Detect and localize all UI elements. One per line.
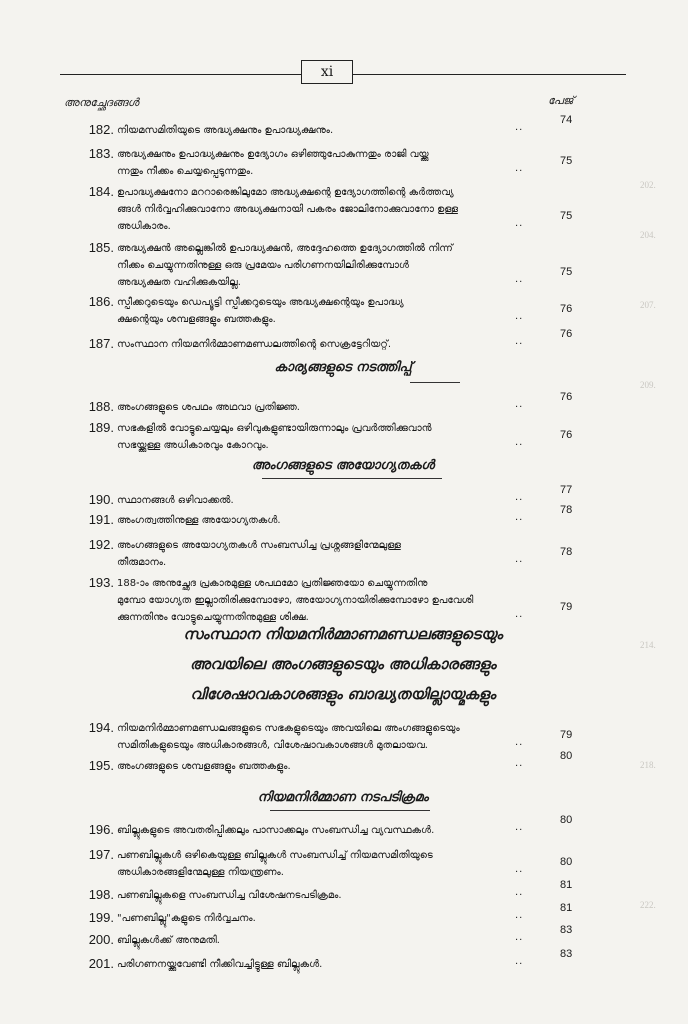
dot-leader: ..: [515, 822, 524, 833]
article-title-line: അധികാരം.: [117, 221, 171, 232]
page-reference: 83: [560, 924, 573, 936]
article-number: 187.: [88, 336, 114, 351]
page-reference: 80: [560, 814, 573, 826]
article-title: [117, 537, 527, 571]
article-number: 183.: [88, 146, 114, 161]
article-number: 186.: [88, 294, 114, 309]
show-through-text: 222.: [640, 900, 656, 910]
article-title-line: സഭകളിൽ വോട്ടുചെയ്യലും ഒഴിവുകളുണ്ടായിരുന്നാലും പ്രവർത്തിക്കുവാൻ: [117, 423, 432, 434]
article-title: [117, 720, 527, 754]
article-title-line: ബില്ലുകളുടെ അവതരിപ്പിക്കലും പാസാക്കലും സംബന്ധിച്ച വ്യവസ്ഥകൾ.: [117, 825, 435, 836]
article-number: 201.: [88, 956, 114, 971]
article-title: [117, 956, 527, 973]
article-title-line: സ്ഥാനങ്ങൾ ഒഴിവാക്കൽ.: [117, 495, 234, 506]
page-number: xi: [301, 60, 353, 84]
show-through-text: 204.: [640, 230, 656, 240]
article-title: [117, 847, 527, 881]
article-title: [117, 240, 527, 291]
article-title-line: അധികാരങ്ങളിന്മേലുള്ള നിയന്ത്രണം.: [117, 867, 284, 878]
article-title-line: ക്കുന്നതിനും വോട്ടുചെയ്യുന്നതിനുമുള്ള ശിക്ഷ.: [117, 612, 309, 623]
article-title-line: അംഗങ്ങളുടെ ശപഥം അഥവാ പ്രതിജ്ഞ.: [117, 402, 300, 413]
section-underline: [410, 382, 460, 383]
page-reference: 80: [560, 856, 573, 868]
section-underline: [262, 478, 442, 479]
section-heading-legislative-procedure: നിയമനിർമ്മാണ നടപടിക്രമം: [257, 790, 429, 805]
dot-leader: ..: [515, 554, 524, 565]
article-title-line: അദ്ധ്യക്ഷത വഹിക്കുകയില്ല.: [117, 277, 241, 288]
page-reference: 76: [560, 391, 573, 403]
article-title: [117, 146, 527, 180]
article-title-line: അംഗത്വത്തിനുള്ള അയോഗ്യതകൾ.: [117, 515, 281, 526]
page-reference: 81: [560, 879, 573, 891]
article-title-line: നിയമസമിതിയുടെ അദ്ധ്യക്ഷനും ഉപാദ്ധ്യക്ഷനും.: [117, 125, 334, 136]
dot-leader: ..: [515, 932, 524, 943]
article-title: [117, 822, 527, 839]
article-number: 189.: [88, 420, 114, 435]
show-through-text: 202.: [640, 180, 656, 190]
dot-leader: ..: [515, 910, 524, 921]
article-number: 195.: [88, 758, 114, 773]
page-reference: 81: [560, 902, 573, 914]
article-number: 185.: [88, 240, 114, 255]
article-number: 191.: [88, 512, 114, 527]
page-reference: 78: [560, 504, 573, 516]
section-heading-powers-line-3: വിശേഷാവകാശങ്ങളും ബാദ്ധ്യതയില്ലായ്മകളും: [190, 685, 496, 703]
article-title-line: ഉപാദ്ധ്യക്ഷനോ മററാരെങ്കിലുമോ അദ്ധ്യക്ഷന്റെ ഉദ്യോഗത്തിന്റെ കർത്തവ്യ: [117, 187, 454, 198]
dot-leader: ..: [515, 311, 524, 322]
page-column-heading: പേജ്: [548, 94, 574, 107]
article-title-line: അദ്ധ്യക്ഷൻ അല്ലെങ്കിൽ ഉപാദ്ധ്യക്ഷൻ, അദ്ദേഹത്തെ ഉദ്യോഗത്തിൽ നിന്ന്: [117, 243, 453, 254]
article-title-line: സംസ്ഥാന നിയമനിർമ്മാണമണ്ഡലത്തിന്റെ സെക്രട്ടേറിയറ്റ്.: [117, 339, 392, 350]
article-number: 182.: [88, 122, 114, 137]
article-title-line: തീരുമാനം.: [117, 557, 167, 568]
page-reference: 83: [560, 948, 573, 960]
article-title-line: അദ്ധ്യക്ഷനും ഉപാദ്ധ്യക്ഷനും ഉദ്യോഗം ഒഴിഞ്ഞുപോകുന്നതും രാജി വയ്ക്കു: [117, 149, 429, 160]
page-reference: 76: [560, 303, 573, 315]
article-number: 193.: [88, 575, 114, 590]
page-reference: 75: [560, 210, 573, 222]
dot-leader: ..: [515, 336, 524, 347]
dot-leader: ..: [515, 492, 524, 503]
article-title-line: പരിഗണനയ്ക്കുവേണ്ടി നീക്കിവച്ചിട്ടുള്ള ബില്ലുകൾ.: [117, 959, 323, 970]
article-title-line: "പണബില്ലു"കളുടെ നിർവ്വചനം.: [117, 913, 256, 924]
article-title-line: ബില്ലുകൾക്ക് അനുമതി.: [117, 935, 220, 946]
dot-leader: ..: [515, 512, 524, 523]
article-title-line: മുമ്പോ യോഗ്യത ഇല്ലാതിരിക്കുമ്പോഴോ, അയോഗ്യനായിരിക്കുമ്പോഴോ ഉപവേശി: [117, 595, 474, 606]
article-number: 184.: [88, 184, 114, 199]
article-number: 200.: [88, 932, 114, 947]
article-title: [117, 420, 527, 454]
article-title: [117, 184, 527, 235]
section-heading-powers-line-2: അവയിലെ അംഗങ്ങളുടെയും അധികാരങ്ങളും: [189, 655, 497, 673]
section-heading-disqualifications: അംഗങ്ങളുടെ അയോഗ്യതകൾ: [251, 458, 435, 473]
dot-leader: ..: [515, 887, 524, 898]
article-title-line: ക്ഷന്റെയും ശമ്പളങ്ങളും ബത്തകളും.: [117, 314, 276, 325]
section-heading-powers-line-1: സംസ്ഥാന നിയമനിർമ്മാണമണ്ഡലങ്ങളുടെയും: [183, 625, 503, 643]
dot-leader: ..: [515, 737, 524, 748]
show-through-text: 207.: [640, 300, 656, 310]
dot-leader: ..: [515, 437, 524, 448]
article-title-line: സഭയ്ക്കുള്ള അധികാരവും കോറവും.: [117, 440, 269, 451]
dot-leader: ..: [515, 274, 524, 285]
section-underline: [270, 810, 430, 811]
dot-leader: ..: [515, 758, 524, 769]
article-number: 197.: [88, 847, 114, 862]
article-number: 196.: [88, 822, 114, 837]
dot-leader: ..: [515, 956, 524, 967]
page-reference: 79: [560, 601, 573, 613]
page-reference: 75: [560, 266, 573, 278]
article-title-line: നിയമനിർമ്മാണമണ്ഡലങ്ങളുടെ സഭകളുടെയും അവയിലെ അംഗങ്ങളുടെയും: [117, 723, 460, 734]
article-title: [117, 910, 527, 927]
page-reference: 76: [560, 328, 573, 340]
article-title-line: 188-ാം അനുച്ഛേദ പ്രകാരമുള്ള ശപഥമോ പ്രതിജ്ഞയോ ചെയ്യുന്നതിനു: [117, 578, 428, 589]
article-number: 198.: [88, 887, 114, 902]
article-title-line: ന്നതും നീക്കം ചെയ്യപ്പെടുന്നതും.: [117, 166, 254, 177]
article-title: [117, 575, 527, 626]
article-title: [117, 932, 527, 949]
show-through-text: 214.: [640, 640, 656, 650]
articles-column-heading: അനുച്ഛേദങ്ങൾ: [64, 96, 139, 109]
article-title: [117, 512, 527, 529]
article-title-line: പണബില്ലുകൾ ഒഴികെയുള്ള ബില്ലുകൾ സംബന്ധിച്ച് നിയമസമിതിയുടെ: [117, 850, 433, 861]
dot-leader: ..: [515, 609, 524, 620]
page-reference: 78: [560, 546, 573, 558]
article-title: [117, 336, 527, 353]
article-number: 190.: [88, 492, 114, 507]
page-reference: 74: [560, 114, 573, 126]
page-reference: 76: [560, 429, 573, 441]
article-number: 192.: [88, 537, 114, 552]
article-title-line: അംഗങ്ങളുടെ അയോഗ്യതകൾ സംബന്ധിച്ച പ്രശ്നങ്ങളിന്മേലുള്ള: [117, 540, 401, 551]
show-through-text: 218.: [640, 760, 656, 770]
article-number: 199.: [88, 910, 114, 925]
article-number: 194.: [88, 720, 114, 735]
article-title: [117, 887, 527, 904]
article-title-line: സ്പീക്കറുടെയും ഡെപ്യൂട്ടി സ്പീക്കറുടെയും അദ്ധ്യക്ഷന്റെയും ഉപാദ്ധ്യ: [117, 297, 404, 308]
article-title-line: പണബില്ലുകളെ സംബന്ധിച്ച വിശേഷനടപടിക്രമം.: [117, 890, 342, 901]
page-reference: 80: [560, 750, 573, 762]
article-title: [117, 399, 527, 416]
article-title-line: അംഗങ്ങളുടെ ശമ്പളങ്ങളും ബത്തകളും.: [117, 761, 291, 772]
section-heading-conduct-of-business: കാര്യങ്ങളുടെ നടത്തിപ്പ്: [274, 360, 412, 375]
show-through-text: 209.: [640, 380, 656, 390]
page-reference: 79: [560, 729, 573, 741]
article-title: [117, 294, 527, 328]
page-reference: 77: [560, 484, 573, 496]
article-title: [117, 758, 527, 775]
article-title: [117, 492, 527, 509]
article-title-line: നീക്കം ചെയ്യുന്നതിനുള്ള ഒരു പ്രമേയം പരിഗണനയിലിരിക്കുമ്പോൾ: [117, 260, 409, 271]
article-title-line: ങ്ങൾ നിർവ്വഹിക്കുവാനോ അദ്ധ്യക്ഷനായി പകരം ജോലിനോക്കുവാനോ ഉള്ള: [117, 204, 459, 215]
dot-leader: ..: [515, 864, 524, 875]
dot-leader: ..: [515, 163, 524, 174]
article-title: [117, 122, 527, 139]
article-number: 188.: [88, 399, 114, 414]
dot-leader: ..: [515, 122, 524, 133]
dot-leader: ..: [515, 399, 524, 410]
page-reference: 75: [560, 155, 573, 167]
article-title-line: സമിതികളുടെയും അധികാരങ്ങൾ, വിശേഷാവകാശങ്ങൾ മുതലായവ.: [117, 740, 428, 751]
dot-leader: ..: [515, 218, 524, 229]
